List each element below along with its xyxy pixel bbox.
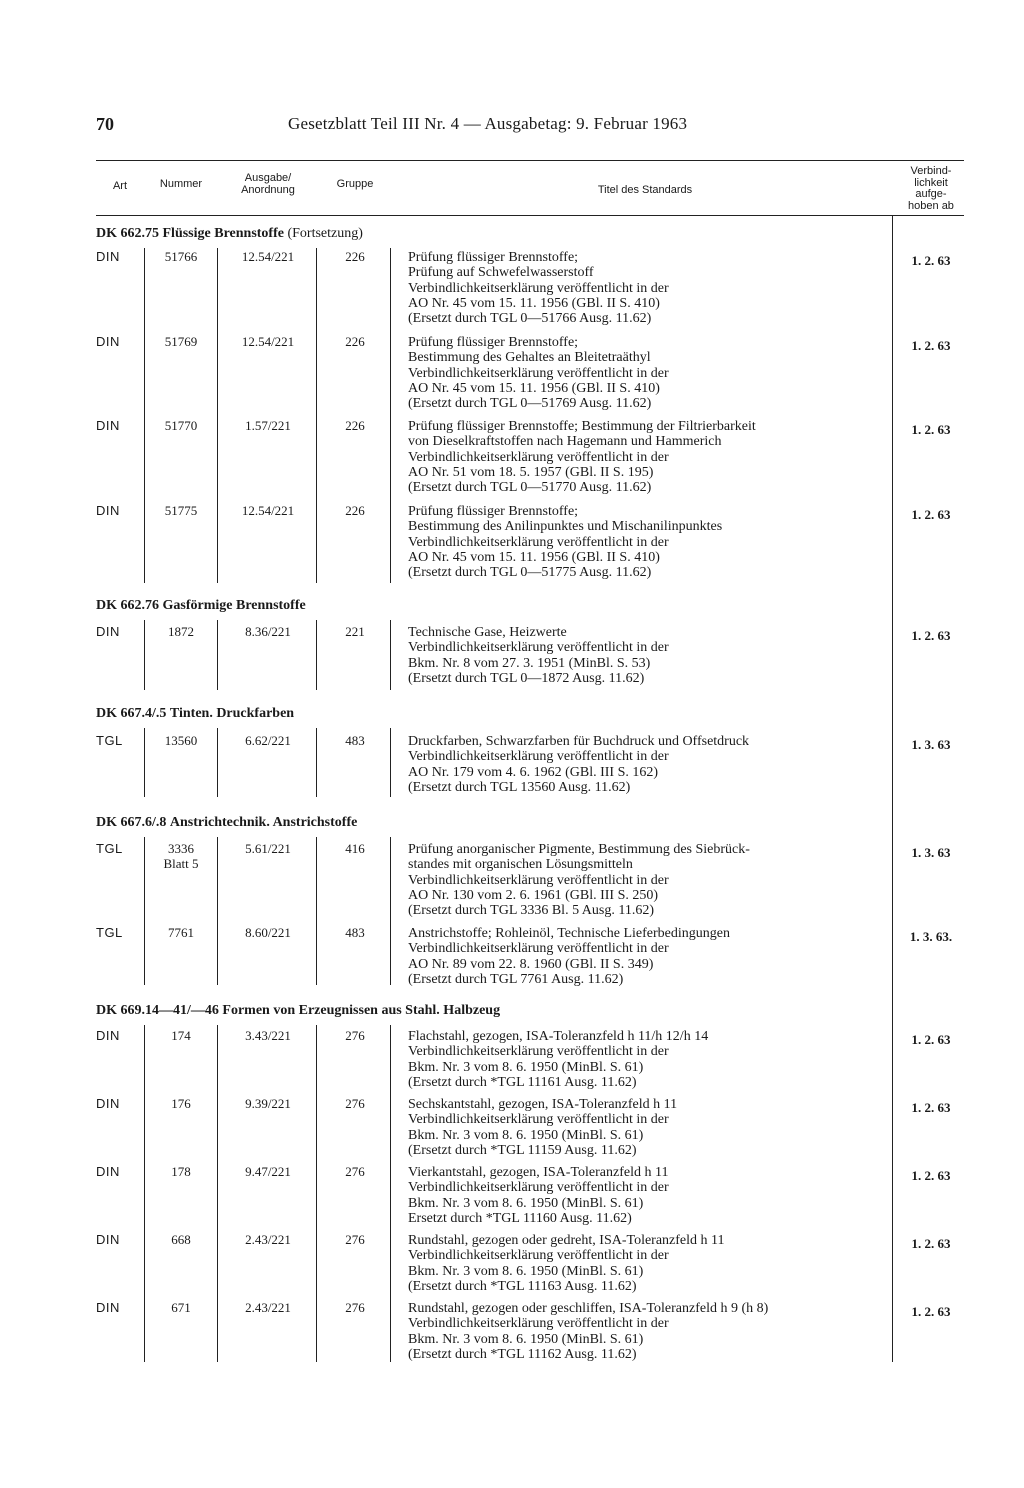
cell-nummer-value: 51769: [164, 334, 198, 349]
title-line: Verbindlichkeitserklärung veröffentlicht in der: [408, 1180, 669, 1196]
cell-ausgabe: 5.61/221: [245, 841, 291, 856]
header-verbind-line4: hoben ab: [908, 199, 954, 212]
section-heading: [96, 706, 294, 722]
cell-art: TGL: [96, 841, 123, 856]
cell-nummer-value: 51766: [164, 249, 198, 264]
title-line: von Dieselkraftstoffen nach Hagemann und Hammerich: [408, 434, 722, 450]
cell-date: 1. 3. 63: [911, 845, 951, 860]
section-title: Anstrichtechnik. Anstrichstoffe: [169, 815, 358, 830]
header-ausgabe: [222, 172, 314, 196]
title-line: (Ersetzt durch *TGL 11162 Ausg. 11.62): [408, 1346, 637, 1362]
table-top-rule: [96, 160, 964, 161]
cell-date: 1. 2. 63: [911, 1100, 951, 1115]
title-line: Technische Gase, Heizwerte: [408, 625, 567, 640]
cell-date: 1. 2. 63: [911, 1032, 951, 1047]
title-line: (Ersetzt durch TGL 0—1872 Ausg. 11.62): [408, 670, 645, 686]
column-separator: [217, 837, 218, 985]
header-verbind-line2: lichkeit: [914, 176, 948, 189]
header-verbind: [896, 166, 966, 212]
cell-nummer: [148, 249, 214, 264]
title-line: Bestimmung des Gehaltes an Bleitetraäthyl: [408, 350, 651, 366]
cell-gruppe: 276: [345, 1300, 365, 1315]
cell-date: 1. 2. 63: [911, 338, 951, 353]
section-code: DK 662.76: [96, 598, 159, 613]
column-separator: [144, 728, 145, 797]
title-line: Prüfung anorganischer Pigmente, Bestimmung des Siebrück-: [408, 842, 750, 857]
header-ausgabe-line1: Ausgabe/: [244, 172, 292, 184]
cell-ausgabe: 6.62/221: [245, 733, 291, 748]
cell-ausgabe: 2.43/221: [245, 1300, 291, 1315]
cell-date: 1. 2. 63: [911, 1304, 951, 1319]
cell-art: DIN: [96, 1300, 120, 1315]
section-suffix: (Fortsetzung): [287, 226, 363, 241]
running-title: Gesetzblatt Teil III Nr. 4 — Ausgabetag: 9. Februar 1963: [288, 114, 688, 133]
title-line: Druckfarben, Schwarzfarben für Buchdruck und Offsetdruck: [408, 734, 750, 749]
section-title: Flüssige Brennstoffe: [162, 226, 284, 241]
cell-gruppe: 226: [345, 334, 365, 349]
cell-nummer: [148, 841, 214, 871]
cell-title: [408, 1097, 892, 1158]
cell-date: 1. 2. 63: [911, 253, 951, 268]
cell-nummer: [148, 733, 214, 748]
cell-nummer-value: 51770: [164, 418, 198, 433]
cell-title: [408, 734, 892, 795]
cell-art: DIN: [96, 1096, 120, 1111]
column-separator: [217, 1025, 218, 1362]
column-separator: [144, 620, 145, 690]
title-line: Verbindlichkeitserklärung veröffentlicht in der: [408, 280, 669, 296]
title-line: (Ersetzt durch TGL 0—51769 Ausg. 11.62): [408, 396, 652, 412]
title-line: Prüfung auf Schwefelwasserstoff: [408, 265, 594, 281]
cell-nummer: [148, 334, 214, 349]
cell-ausgabe: 12.54/221: [241, 249, 295, 264]
header-titel: Titel des Standards: [597, 184, 693, 196]
cell-ausgabe: 8.36/221: [245, 624, 291, 639]
title-line: Verbindlichkeitserklärung veröffentlicht in der: [408, 534, 669, 550]
column-separator: [316, 728, 317, 797]
title-line: Ersetzt durch *TGL 11160 Ausg. 11.62): [408, 1210, 632, 1226]
column-separator: [316, 248, 317, 583]
title-line: AO Nr. 89 vom 22. 8. 1960 (GBl. II S. 349): [408, 956, 654, 972]
cell-nummer-value: 671: [171, 1300, 191, 1315]
title-line: Verbindlichkeitserklärung veröffentlicht in der: [408, 1248, 669, 1264]
cell-nummer: [148, 418, 214, 433]
cell-ausgabe: 9.39/221: [245, 1096, 291, 1111]
cell-ausgabe: 8.60/221: [245, 925, 291, 940]
cell-nummer-value: 176: [171, 1096, 191, 1111]
page-number: 70: [96, 114, 114, 134]
cell-title: [408, 842, 892, 918]
title-line: (Ersetzt durch *TGL 11159 Ausg. 11.62): [408, 1142, 637, 1158]
cell-nummer-value: 3336: [168, 841, 194, 856]
cell-title: [408, 1233, 892, 1294]
header-nummer: Nummer: [159, 178, 203, 190]
cell-ausgabe: 2.43/221: [245, 1232, 291, 1247]
cell-nummer-value: 178: [171, 1164, 191, 1179]
cell-nummer: [148, 1300, 214, 1315]
title-line: Verbindlichkeitserklärung veröffentlicht in der: [408, 941, 669, 957]
cell-art: DIN: [96, 503, 120, 518]
column-separator: [144, 1025, 145, 1362]
title-line: (Ersetzt durch TGL 7761 Ausg. 11.62): [408, 971, 624, 987]
cell-ausgabe: 12.54/221: [241, 503, 295, 518]
column-separator: [390, 248, 391, 583]
cell-gruppe: 226: [345, 503, 365, 518]
title-line: Anstrichstoffe; Rohleinöl, Technische Lieferbedingungen: [408, 926, 730, 941]
cell-art: DIN: [96, 249, 120, 264]
cell-ausgabe: 9.47/221: [245, 1164, 291, 1179]
cell-nummer-value: 7761: [168, 925, 194, 940]
section-code: DK 667.6/.8: [96, 815, 167, 830]
cell-gruppe: 276: [345, 1164, 365, 1179]
title-line: Prüfung flüssiger Brennstoffe;: [408, 335, 579, 350]
column-separator: [390, 1025, 391, 1362]
cell-gruppe: 276: [345, 1096, 365, 1111]
title-line: AO Nr. 51 vom 18. 5. 1957 (GBl. II S. 195): [408, 464, 654, 480]
table-header-rule: [96, 215, 964, 216]
title-line: Verbindlichkeitserklärung veröffentlicht in der: [408, 872, 669, 888]
cell-nummer-value: 51775: [164, 503, 198, 518]
cell-nummer: [148, 1232, 214, 1247]
cell-art: DIN: [96, 334, 120, 349]
column-separator: [390, 837, 391, 985]
section-code: DK 662.75: [96, 226, 159, 241]
title-line: AO Nr. 45 vom 15. 11. 1956 (GBl. II S. 410): [408, 295, 660, 311]
title-line: (Ersetzt durch TGL 0—51766 Ausg. 11.62): [408, 311, 652, 327]
cell-title: [408, 1301, 892, 1362]
column-separator: [144, 837, 145, 985]
title-line: Verbindlichkeitserklärung veröffentlicht in der: [408, 449, 669, 465]
title-line: (Ersetzt durch *TGL 11161 Ausg. 11.62): [408, 1074, 637, 1090]
cell-title: [408, 625, 892, 686]
cell-nummer-value: 1872: [168, 624, 194, 639]
title-line: (Ersetzt durch TGL 13560 Ausg. 11.62): [408, 779, 631, 795]
title-line: Bkm. Nr. 3 vom 8. 6. 1950 (MinBl. S. 61): [408, 1331, 644, 1347]
title-line: Bkm. Nr. 3 vom 8. 6. 1950 (MinBl. S. 61): [408, 1059, 644, 1075]
column-separator: [390, 620, 391, 690]
title-line: AO Nr. 179 vom 4. 6. 1962 (GBl. III S. 162): [408, 764, 659, 780]
header-verbind-line1: Verbind-: [910, 165, 952, 177]
title-line: Sechskantstahl, gezogen, ISA-Toleranzfeld h 11: [408, 1097, 678, 1112]
section-code: DK 667.4/.5: [96, 706, 167, 721]
section-code: DK 669.14—41/—46: [96, 1003, 219, 1018]
section-title: Gasförmige Brennstoffe: [162, 598, 306, 613]
cell-title: [408, 419, 892, 495]
title-line: Rundstahl, gezogen oder geschliffen, ISA-Toleranzfeld h 9 (h 8): [408, 1301, 769, 1316]
cell-gruppe: 276: [345, 1232, 365, 1247]
cell-nummer: [148, 503, 214, 518]
cell-gruppe: 276: [345, 1028, 365, 1043]
cell-nummer-value: 13560: [164, 733, 198, 748]
title-line: Verbindlichkeitserklärung veröffentlicht in der: [408, 365, 669, 381]
cell-gruppe: 483: [345, 733, 365, 748]
cell-nummer: [148, 1028, 214, 1043]
cell-title: [408, 926, 892, 987]
cell-gruppe: 483: [345, 925, 365, 940]
cell-ausgabe: 3.43/221: [245, 1028, 291, 1043]
title-line: Bkm. Nr. 3 vom 8. 6. 1950 (MinBl. S. 61): [408, 1195, 644, 1211]
title-column-right-border: [892, 216, 893, 1362]
header-art: Art: [112, 180, 128, 192]
title-line: AO Nr. 45 vom 15. 11. 1956 (GBl. II S. 410): [408, 380, 660, 396]
column-separator: [217, 728, 218, 797]
cell-date: 1. 2. 63: [911, 422, 951, 437]
cell-date: 1. 2. 63: [911, 628, 951, 643]
title-line: Verbindlichkeitserklärung veröffentlicht in der: [408, 1112, 669, 1128]
cell-date: 1. 2. 63: [911, 1168, 951, 1183]
cell-title: [408, 250, 892, 326]
section-heading: [96, 226, 363, 242]
cell-nummer: [148, 624, 214, 639]
cell-gruppe: 416: [345, 841, 365, 856]
title-line: Verbindlichkeitserklärung veröffentlicht in der: [408, 640, 669, 656]
column-separator: [316, 837, 317, 985]
title-line: Verbindlichkeitserklärung veröffentlicht in der: [408, 1316, 669, 1332]
title-line: Bestimmung des Anilinpunktes und Mischanilinpunktes: [408, 519, 723, 535]
cell-date: 1. 3. 63.: [909, 929, 953, 944]
cell-ausgabe: 1.57/221: [245, 418, 291, 433]
column-separator: [316, 1025, 317, 1362]
cell-nummer-value: 174: [171, 1028, 191, 1043]
cell-gruppe: 221: [345, 624, 365, 639]
title-line: AO Nr. 45 vom 15. 11. 1956 (GBl. II S. 410): [408, 549, 660, 565]
title-line: (Ersetzt durch TGL 3336 Bl. 5 Ausg. 11.62): [408, 903, 655, 919]
cell-art: TGL: [96, 925, 123, 940]
section-heading: [96, 815, 357, 831]
cell-nummer: [148, 925, 214, 940]
cell-title: [408, 1165, 892, 1226]
cell-date: 1. 2. 63: [911, 507, 951, 522]
title-line: AO Nr. 130 vom 2. 6. 1961 (GBl. III S. 250): [408, 887, 659, 903]
cell-date: 1. 2. 63: [911, 1236, 951, 1251]
cell-art: TGL: [96, 733, 123, 748]
cell-ausgabe: 12.54/221: [241, 334, 295, 349]
cell-title: [408, 335, 892, 411]
header-ausgabe-line2: Anordnung: [241, 184, 295, 196]
title-line: Flachstahl, gezogen, ISA-Toleranzfeld h 11/h 12/h 14: [408, 1029, 709, 1044]
title-line: Prüfung flüssiger Brennstoffe; Bestimmung der Filtrierbarkeit: [408, 419, 756, 434]
cell-art: DIN: [96, 1232, 120, 1247]
cell-gruppe: 226: [345, 249, 365, 264]
section-heading: [96, 1003, 500, 1019]
section-heading: [96, 598, 306, 614]
title-line: Prüfung flüssiger Brennstoffe;: [408, 504, 579, 519]
column-separator: [217, 620, 218, 690]
cell-art: DIN: [96, 1028, 120, 1043]
column-separator: [316, 620, 317, 690]
title-line: Bkm. Nr. 3 vom 8. 6. 1950 (MinBl. S. 61): [408, 1127, 644, 1143]
title-line: (Ersetzt durch TGL 0—51770 Ausg. 11.62): [408, 480, 652, 496]
section-title: Formen von Erzeugnissen aus Stahl. Halbzeug: [222, 1003, 501, 1018]
title-line: Verbindlichkeitserklärung veröffentlicht in der: [408, 749, 669, 765]
section-title: Tinten. Druckfarben: [169, 706, 295, 721]
cell-nummer-value: 668: [171, 1232, 191, 1247]
cell-nummer: [148, 1164, 214, 1179]
cell-title: [408, 1029, 892, 1090]
cell-nummer-sheet: Blatt 5: [163, 856, 199, 871]
title-line: Prüfung flüssiger Brennstoffe;: [408, 250, 579, 265]
column-separator: [217, 248, 218, 583]
cell-art: DIN: [96, 1164, 120, 1179]
title-line: (Ersetzt durch TGL 0—51775 Ausg. 11.62): [408, 565, 652, 581]
title-line: Vierkantstahl, gezogen, ISA-Toleranzfeld h 11: [408, 1165, 669, 1180]
cell-art: DIN: [96, 418, 120, 433]
column-separator: [144, 248, 145, 583]
cell-art: DIN: [96, 624, 120, 639]
cell-date: 1. 3. 63: [911, 737, 951, 752]
header-verbind-line3: aufge-: [915, 188, 947, 200]
title-line: standes mit organischen Lösungsmitteln: [408, 857, 633, 873]
title-line: Verbindlichkeitserklärung veröffentlicht in der: [408, 1044, 669, 1060]
title-line: Rundstahl, gezogen oder gedreht, ISA-Toleranzfeld h 11: [408, 1233, 725, 1248]
cell-nummer: [148, 1096, 214, 1111]
column-separator: [390, 728, 391, 797]
cell-title: [408, 504, 892, 580]
title-line: Bkm. Nr. 3 vom 8. 6. 1950 (MinBl. S. 61): [408, 1263, 644, 1279]
cell-gruppe: 226: [345, 418, 365, 433]
title-line: (Ersetzt durch *TGL 11163 Ausg. 11.62): [408, 1278, 637, 1294]
title-line: Bkm. Nr. 8 vom 27. 3. 1951 (MinBl. S. 53): [408, 655, 651, 671]
header-gruppe: Gruppe: [336, 178, 374, 190]
